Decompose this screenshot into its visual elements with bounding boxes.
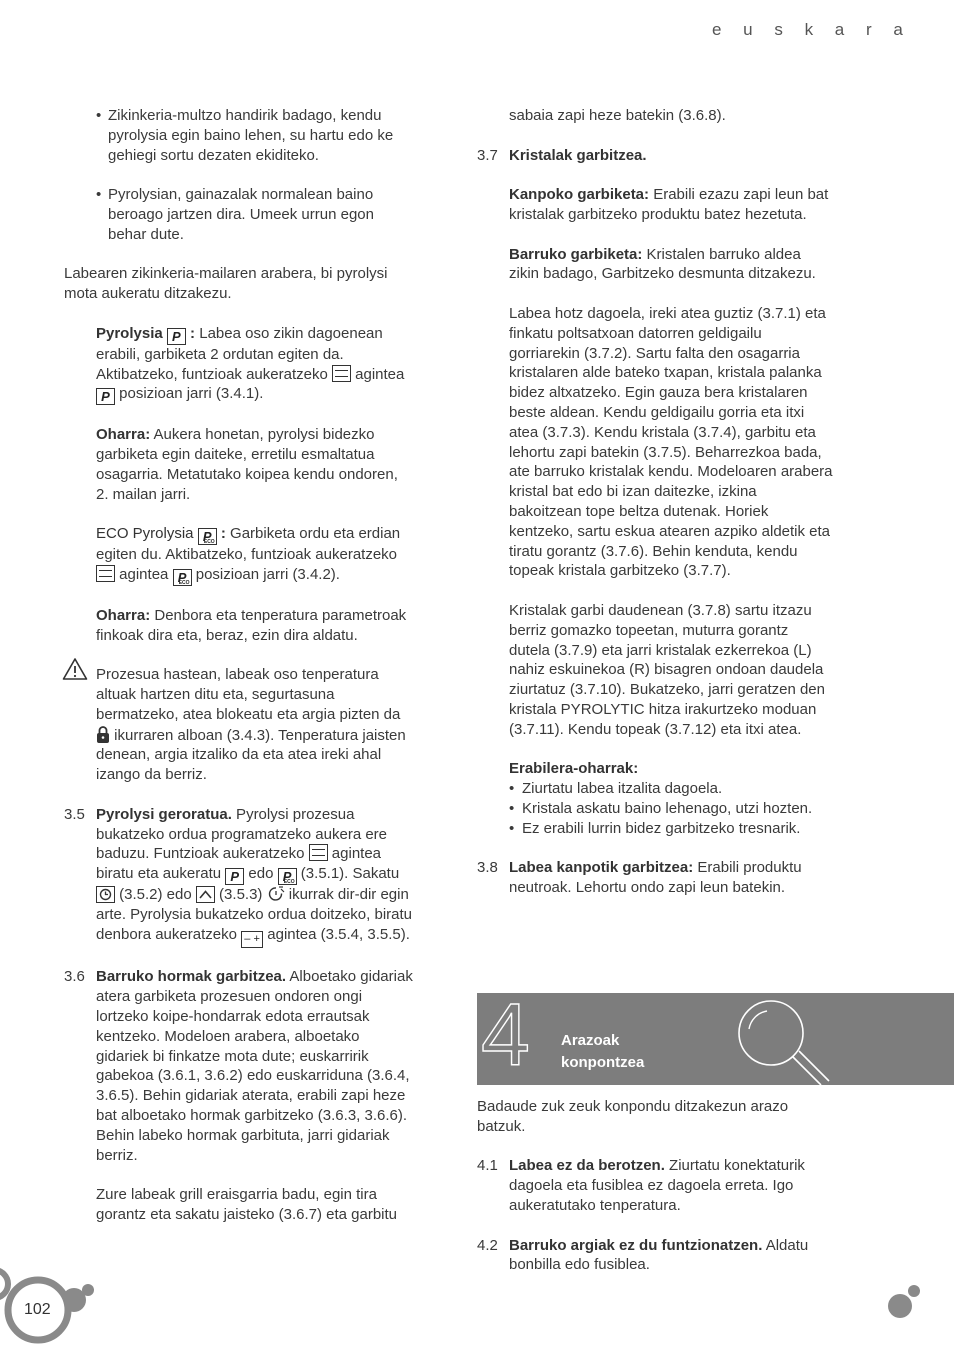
eco-pyrolysis-label: ECO Pyrolysia [96,525,194,543]
eco-pyrolysis-icon: P ECO [278,868,297,885]
text: Denbora eta tenperatura parametroak finkoak dira eta, beraz, ezin dira aldatu. [96,606,407,644]
paragraph: Zure labeak grill eraisgarria badu, egin tira gorantz eta sakatu jaisteko (3.6.7) eta garbitu [96,1186,398,1224]
bullet-item: • Zikinkeria-multzo handirik badago, kendu pyrolysia egin baino lehen, su hartu edo ke gehiegi sortu dezaten ekiditeko. [64,106,414,165]
text: Ziurtatu konektaturik dagoela eta fusiblea ez dagoela erretа. Igo aukeratutako tenperatura. [509,1157,805,1214]
lock-icon [96,725,110,743]
text: Aldatu bonbilla edo fusiblea. [509,1236,809,1274]
text: posizioan jarri (3.4.1). [115,385,264,403]
warning-paragraph [64,665,414,785]
right-column [477,106,833,898]
section-title: Barruko hormak garbitzea. [96,968,287,986]
page-decoration-right [880,1280,924,1324]
chapter-banner [477,993,954,1085]
list-item: • Ez erabili lurrin bidez garbitzeko tresnarik. [509,819,833,839]
section-3-8 [477,858,833,898]
section-title: Pyrolysi geroratua. [96,805,232,823]
section-number: 3.6 [64,968,85,986]
warning-icon [62,657,88,681]
text: (3.5.1). Sakatu [296,865,400,883]
section-3-6 [64,967,414,1165]
pyrolysis-paragraph [64,324,414,406]
pyrolysis-label: Pyrolysia [96,324,163,342]
section-title: Kristalak garbitzea. [509,146,647,164]
page-number: 102 [24,1301,51,1318]
text: Prozesua hastean, labeak oso tenperatura altuak hartzen ditu eta, segurtasuna bermatzeko, atea blokeatu eta argia pizten da [96,666,401,723]
paragraph [477,185,833,225]
text: ikurrak dir-dir egin arte. Pyrolysia bukatzeko ordua doitzeko, biratu denbora aukeratzeko [96,886,413,943]
eco-pyrolysis-icon: P ECO [173,569,192,586]
section-4-1 [477,1156,833,1215]
note-label: Oharra: [96,606,151,624]
section-number: 3.5 [64,805,85,823]
section-number: 4.2 [477,1236,498,1254]
clock-icon [96,886,115,903]
chevron-up-icon [196,886,215,903]
list-item: • Ziurtatu labea itzalita dagoela. [509,779,833,799]
text: Alboetako gidariak atera garbiketa prozesuen ondoren ongi lortzeko koipe-hondarrak edota errautsak kentzeko. Modeloen arabera, alboetako gidariek bi finkatze mota dute; euskarririk gabekoa (3.6.1, 3.6.2) edo euskarriduna (3.6.4, 3.6.5). Behin gidariak aterata, erabili zapi heze bat alboetako hormak garbitzeko (3.6.3, 3.6.6). Behin labeko hormak garbituta, jarri gidariak berriz. [96,968,413,1164]
chapter-title [561,1030,644,1074]
chapter-title-line: konpontzea [561,1054,645,1071]
section-title: Labea ez da berotzen. [509,1157,665,1175]
note-label: Oharra: [96,426,151,444]
paragraph: Kristalak garbi daudenean (3.7.8) sartu itzazu berriz gomazko topeetan, muturra gorantz dutela (3.7.9) eta jarri kristalak ezkerrekoa (L) nahiz eskuinekoa (R) bisagren ondoan daudela ziurtatuz (3.7.10). Bukatzeko, jarri geratzen den kristala PYROLYTIC hitza irakurtzeko moduan (3.7.11). Kendu topeak (3.7.12) eta itxi atea. [509,601,825,738]
intro-paragraph: Labearen zikinkeria-mailaren arabera, bi pyrolysi mota aukeratu ditzakezu. [64,265,388,303]
function-selector-icon [332,365,351,382]
function-selector-icon [309,844,328,861]
text: Labea oso zikin dagoenean erabili, garbiketa 2 ordutan egiten da. Aktibatzeko, funtzioak aukeratzeko [96,324,383,383]
pyrolysis-icon: P [167,328,186,345]
list-item: • Kristala askatu baino lehenago, utzi hozten. [509,799,833,819]
text: Garbiketa ordu eta erdian egiten du. Aktibatzeko, funtzioak aukeratzeko [96,525,401,564]
text: agintea [115,565,169,583]
colon: : [185,324,196,342]
section-title: Barruko argiak ez du funtzionatzen. [509,1236,763,1254]
chapter-4-content [477,1097,833,1275]
language-header: e u s k a r a [712,20,912,39]
paragraph [477,245,833,285]
section-title: Labea kanpotik garbitzea: [509,859,694,877]
bullet-item: • Pyrolysian, gainazalak normalean baino beroago jartzen dira. Umeek urrun egon behar dute. [64,185,414,244]
chapter-title-line: Arazoak [561,1032,620,1049]
pyrolysis-icon: P [225,868,244,885]
text: Pyrolysi prozesua bukatzeko ordua programatzeko aukera ere baduzu. Funtzioak aukeratzeko [96,805,388,863]
note-paragraph [64,606,414,646]
section-4-2 [477,1236,833,1276]
eco-pyrolysis-icon: P ECO [198,528,217,545]
subheading: Barruko garbiketa: [509,245,643,263]
text: agintea (3.5.4, 3.5.5). [263,925,410,943]
text: Erabili produktu neutroak. Lehortu ondo zapi leun batekin. [509,859,802,897]
timer-selector-icon: – + [241,931,263,948]
paragraph: sabaia zapi heze batekin (3.6.8). [509,107,726,124]
subheading: Kanpoko garbiketa: [509,186,650,204]
chapter-number: 4 [481,993,530,1084]
function-selector-icon [96,565,115,582]
text: Kristalen barruko aldea zikin badago, Garbitzeko desmunta ditzakezu. [509,245,816,283]
magnifier-icon [733,999,833,1085]
text: posizioan jarri (3.4.2). [191,565,340,583]
text: edo [244,865,274,883]
text: agintea biratu eta aukeratu [96,845,382,883]
section-number: 4.1 [477,1157,498,1175]
section-3-7 [477,146,833,166]
text: ikurraren alboan (3.4.3). Tenperatura jaisten denean, argia itzaliko da eta atea ireki ahal izango da berriz. [96,726,406,784]
colon: : [216,525,226,543]
chapter-intro: Badaude zuk zeuk konpondu ditzakezun arazo batzuk. [477,1098,789,1135]
page-decoration-left [0,1262,110,1354]
section-3-5 [64,805,414,948]
left-column [64,106,414,1225]
pyrolysis-icon: P [96,388,115,405]
end-time-icon [267,886,285,902]
eco-pyrolysis-paragraph [64,524,414,586]
text: Aukera honetan, pyrolysi bidezko garbiketa egin daiteke, erretilu esmaltatua osagarria. Metatutako koipea kendu ondoren, 2. mailan jarri. [96,426,398,503]
usage-notes [477,759,833,838]
text: (3.5.3) [214,886,263,904]
text: agintea [350,365,405,383]
text: (3.5.2) edo [115,886,192,904]
text: Erabili ezazu zapi leun bat kristalak garbitzeko produktu batez hezetuta. [509,186,829,223]
paragraph: Labea hotz dagoela, ireki atea guztiz (3.7.1) eta finkatu poltsatxoan datorren geldigailu gorriarekin (3.7.2). Sartu falta den osagarria kristalaren alde bateko txapan, kristala palanka bidez altxatzeko. Egin gauza bera kristalaren beste aldean. Kendu geldigailu gorria eta itxi atea (3.7.3). Kendu kristala (3.7.4), garbitu eta lehortu zapi batekin (3.7.5). Beharrezkoa bada, ate barruko kristalak kendu. Modeloaren arabera kristal bat edo bi izan daitezke, izkina bakoitzean tope beltza dutenak. Horiek kentzeko, sartu eskua atearen azpiko aldetik eta tiratu gorantz (3.7.6). Behin kenduta, kendu topeak kristala garbitzeko (3.7.7). [509,304,833,580]
section-number: 3.7 [477,146,498,164]
note-paragraph [64,425,414,504]
notes-title: Erabilera-oharrak: [509,760,639,778]
section-number: 3.8 [477,859,498,877]
